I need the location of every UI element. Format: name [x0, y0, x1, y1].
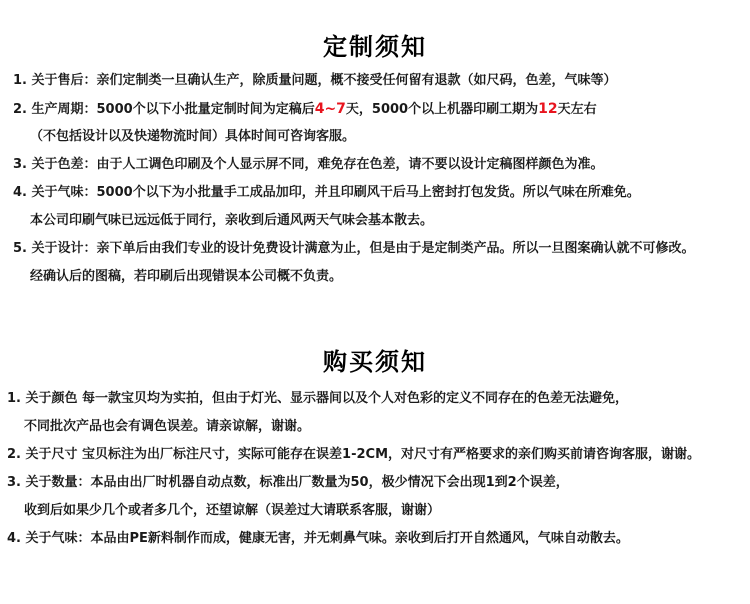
- production-days-large: 12: [538, 101, 558, 117]
- custom-notice-item-color: 3. 关于色差：由于人工调色印刷及个人显示屏不同，难免存在色差，请不要以设计定稿图样颜色为准。: [13, 157, 604, 172]
- purchase-notice-title: 购买须知: [323, 348, 427, 376]
- purchase-notice-item-size: 2. 关于尺寸 宝贝标注为出厂标注尺寸，实际可能存在误差1-2CM，对尺寸有严格要求的亲们购买前请咨询客服，谢谢。: [7, 447, 700, 462]
- production-days-small: 4~7: [314, 101, 346, 117]
- custom-notice-item-aftersale: 1. 关于售后：亲们定制类一旦确认生产，除质量问题，概不接受任何留有退款（如尺码，色差，气味等）: [13, 73, 617, 88]
- purchase-notice-item-color-note: 不同批次产品也会有调色误差。请亲谅解，谢谢。: [24, 419, 311, 434]
- custom-notice-item-smell: 4. 关于气味：5000个以下为小批量手工成品加印，并且印刷风干后马上密封打包发货。所以气味在所难免。: [13, 185, 640, 200]
- custom-notice-item-production-cycle: [13, 101, 597, 118]
- purchase-notice-item-color: 1. 关于颜色 每一款宝贝均为实拍，但由于灯光、显示器间以及个人对色彩的定义不同存在的色差无法避免，: [7, 391, 629, 406]
- production-cycle-mid: 天，5000个以上机器印刷工期为: [345, 102, 539, 117]
- custom-notice-item-design: 5. 关于设计：亲下单后由我们专业的设计免费设计满意为止，但是由于是定制类产品。所以一旦图案确认就不可修改。: [13, 241, 695, 256]
- purchase-notice-item-quantity: 3. 关于数量：本品由出厂时机器自动点数，标准出厂数量为50，极少情况下会出现1到2个误差，: [7, 475, 569, 490]
- custom-notice-title: 定制须知: [323, 33, 427, 61]
- production-cycle-pre: 2. 生产周期：5000个以下小批量定制时间为定稿后: [13, 102, 315, 117]
- custom-notice-item-smell-note: 本公司印刷气味已远远低于同行，亲收到后通风两天气味会基本散去。: [30, 213, 434, 228]
- purchase-notice-item-quantity-note: 收到后如果少几个或者多几个，还望谅解（误差过大请联系客服，谢谢）: [24, 503, 441, 518]
- purchase-notice-item-smell: 4. 关于气味：本品由PE新料制作而成，健康无害，并无刺鼻气味。亲收到后打开自然通风，气味自动散去。: [7, 531, 629, 546]
- production-cycle-post: 天左右: [557, 102, 597, 117]
- custom-notice-item-design-note: 经确认后的图稿，若印刷后出现错误本公司概不负责。: [30, 269, 343, 284]
- custom-notice-item-production-note: （不包括设计以及快递物流时间）具体时间可咨询客服。: [30, 129, 356, 144]
